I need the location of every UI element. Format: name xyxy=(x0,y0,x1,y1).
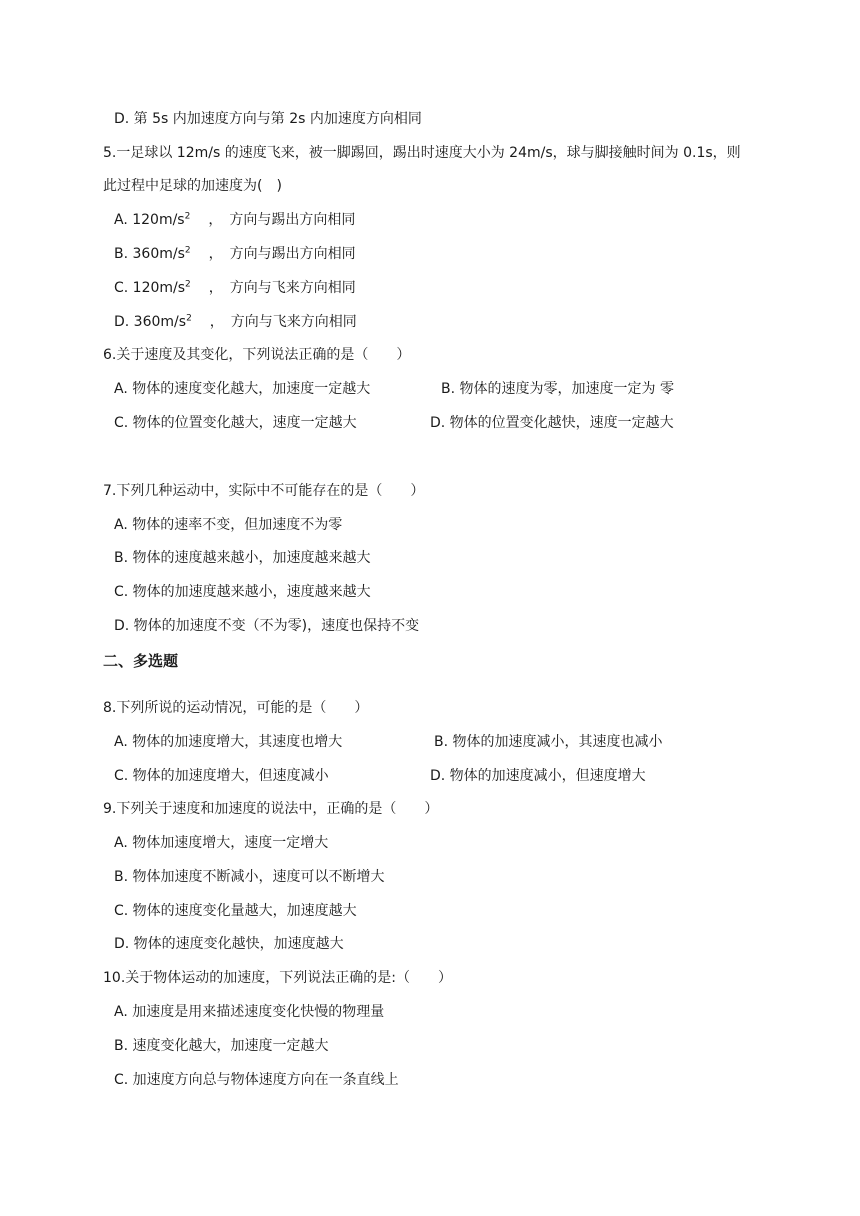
q7-option-b: B. 物体的速度越来越小，加速度越来越大 xyxy=(114,550,371,566)
q7-option-c: C. 物体的加速度越来越小，速度越来越大 xyxy=(114,584,371,600)
q5-stem-line2: 此过程中足球的加速度为( ) xyxy=(103,178,282,194)
q9-stem: 9.下列关于速度和加速度的说法中，正确的是（ ） xyxy=(103,801,439,817)
q9-option-b: B. 物体加速度不断减小，速度可以不断增大 xyxy=(114,869,385,885)
q9-option-c: C. 物体的速度变化量越大，加速度越大 xyxy=(114,903,357,919)
q6-stem: 6.关于速度及其变化，下列说法正确的是（ ） xyxy=(103,347,411,363)
q5-option-c xyxy=(114,278,356,298)
q5-option-b-text: ， 方向与踢出方向相同 xyxy=(208,246,356,262)
q5-option-d-value: D. $360m/s^2$ xyxy=(114,313,192,330)
q8-option-a: A. 物体的加速度增大，其速度也增大 xyxy=(114,734,343,750)
q5-option-a xyxy=(114,210,355,230)
q6-option-b: B. 物体的速度为零，加速度一定为 零 xyxy=(441,381,674,397)
q4-option-d: D. 第 5s 内加速度方向与第 2s 内加速度方向相同 xyxy=(114,111,422,127)
q8-option-c: C. 物体的加速度增大，但速度减小 xyxy=(114,768,329,784)
q8-stem: 8.下列所说的运动情况，可能的是（ ） xyxy=(103,700,369,716)
q5-option-a-value: A. $120m/s^2$ xyxy=(114,211,191,228)
q10-option-c: C. 加速度方向总与物体速度方向在一条直线上 xyxy=(114,1072,399,1088)
q10-option-b: B. 速度变化越大，加速度一定越大 xyxy=(114,1038,329,1054)
q5-option-d xyxy=(114,312,357,332)
q9-option-d: D. 物体的速度变化越快，加速度越大 xyxy=(114,936,344,952)
q9-option-a: A. 物体加速度增大，速度一定增大 xyxy=(114,835,329,851)
q8-option-d: D. 物体的加速度减小，但速度增大 xyxy=(430,768,646,784)
q6-option-d: D. 物体的位置变化越快，速度一定越大 xyxy=(430,415,674,431)
q5-stem-line1: 5.一足球以 12m/s 的速度飞来，被一脚踢回，踢出时速度大小为 24m/s，球与脚接触时间为 0.1s，则 xyxy=(103,145,741,161)
q5-option-c-value: C. $120m/s^2$ xyxy=(114,279,191,296)
q7-option-d: D. 物体的加速度不变（不为零)，速度也保持不变 xyxy=(114,618,420,634)
q8-option-b: B. 物体的加速度减小，其速度也减小 xyxy=(434,734,663,750)
q5-option-b xyxy=(114,244,356,264)
q10-stem: 10.关于物体运动的加速度，下列说法正确的是:（ ） xyxy=(103,970,452,986)
q5-option-d-text: ， 方向与飞来方向相同 xyxy=(209,314,357,330)
q5-option-b-value: B. $360m/s^2$ xyxy=(114,245,191,262)
q5-option-a-text: ， 方向与踢出方向相同 xyxy=(208,212,356,228)
q5-option-c-text: ， 方向与飞来方向相同 xyxy=(208,280,356,296)
section-title-multiple-choice: 二、多选题 xyxy=(103,652,179,670)
q10-option-a: A. 加速度是用来描述速度变化快慢的物理量 xyxy=(114,1004,385,1020)
q7-option-a: A. 物体的速率不变，但加速度不为零 xyxy=(114,517,343,533)
q7-stem: 7.下列几种运动中，实际中不可能存在的是（ ） xyxy=(103,483,425,499)
q6-option-a: A. 物体的速度变化越大，加速度一定越大 xyxy=(114,381,371,397)
q6-option-c: C. 物体的位置变化越大，速度一定越大 xyxy=(114,415,357,431)
